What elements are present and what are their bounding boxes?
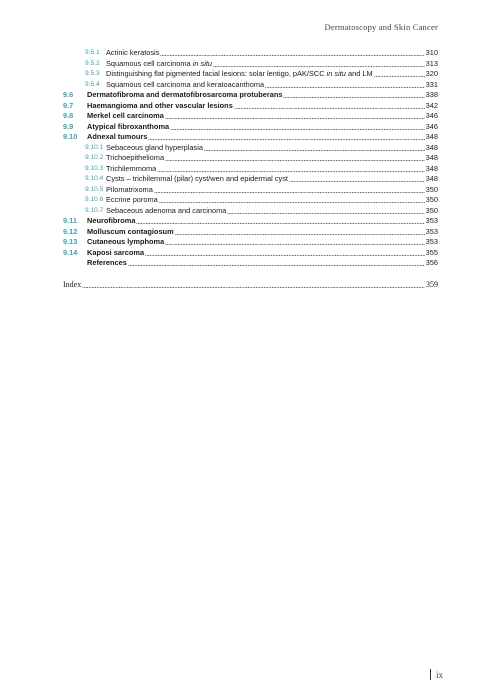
toc-entry-title: Cutaneous lymphoma — [87, 237, 165, 246]
toc-entry-title-part: and LM — [345, 69, 373, 78]
toc-entry[interactable] — [63, 185, 438, 196]
toc-entry-title-part: Distinguishing flat pigmented facial lesions: solar lentigo, pAK/SCC — [106, 69, 327, 78]
folio-rule — [430, 669, 431, 680]
dot-leader — [148, 139, 424, 140]
toc-entry-page: 350 — [425, 184, 438, 194]
toc-entry-line — [106, 185, 438, 196]
dot-leader — [136, 223, 424, 224]
toc-entry[interactable] — [63, 153, 438, 164]
toc-entry-line — [87, 248, 438, 259]
toc-entry-number: 9.8 — [63, 111, 74, 120]
dot-leader — [213, 66, 425, 67]
toc-entry[interactable] — [63, 164, 438, 175]
toc-entry[interactable] — [63, 280, 438, 291]
toc-entry-page: 348 — [425, 132, 438, 141]
toc-entry-line — [106, 80, 438, 91]
dot-leader — [154, 192, 425, 193]
toc-entry[interactable] — [63, 216, 438, 227]
toc-entry-page: 356 — [425, 258, 438, 267]
toc-entry-page: 346 — [425, 121, 438, 131]
toc-entry-number: 9.5.1 — [85, 49, 100, 56]
toc-entry-number: 9.10.2 — [85, 154, 104, 161]
toc-entry-number: 9.10.6 — [85, 196, 104, 203]
toc-entry-title: Kaposi sarcoma — [87, 247, 145, 257]
toc-entry-number: 9.5.2 — [85, 59, 100, 67]
toc-entry-title: Atypical fibroxanthoma — [87, 121, 170, 131]
toc-entry-line — [106, 48, 438, 59]
toc-entry-line — [87, 216, 438, 227]
toc-entry-number: 9.9 — [63, 121, 74, 131]
toc-entry-page: 348 — [425, 174, 438, 183]
toc-entry-line — [106, 174, 438, 185]
dot-leader — [227, 213, 424, 214]
toc-entry-number: 9.10.4 — [85, 175, 104, 182]
toc-entry[interactable] — [63, 48, 438, 59]
toc-entry-title: Trichilemmoma — [106, 163, 157, 173]
toc-entry-line — [106, 143, 438, 154]
toc-entry-page: 355 — [425, 247, 438, 257]
toc-entry-number: 9.13 — [63, 237, 78, 246]
dot-leader — [128, 265, 425, 266]
toc-entry-title: Cysts – trichilemmal (pilar) cyst/wen and epidermal cyst — [106, 174, 288, 183]
toc-entry[interactable] — [63, 248, 438, 259]
toc-entry-title: Haemangioma and other vascular lesions — [87, 100, 233, 110]
toc-entry[interactable] — [63, 195, 438, 206]
dot-leader — [165, 118, 425, 119]
dot-leader — [289, 181, 425, 182]
toc-entry-number: 9.11 — [63, 216, 77, 225]
page-folio — [430, 669, 443, 680]
toc-entry-title-part: Squamous cell carcinoma — [106, 58, 193, 68]
toc-entry-number: 9.6 — [63, 90, 74, 99]
toc-entry-title: Merkel cell carcinoma — [87, 111, 164, 120]
toc-entry-number: 9.7 — [63, 100, 74, 110]
toc-entry-page: 359 — [426, 279, 438, 289]
toc-entry-title-part: in situ — [192, 58, 212, 68]
toc-entry-line — [106, 195, 438, 206]
dot-leader — [160, 55, 424, 56]
toc-entry-title: Molluscum contagiosum — [87, 226, 174, 236]
toc-entry[interactable] — [63, 111, 438, 122]
dot-leader — [204, 150, 425, 151]
toc-entry-line — [106, 206, 438, 217]
toc-entry-page: 338 — [425, 90, 438, 99]
toc-entry-title: Sebaceous adenoma and carcinoma — [106, 205, 227, 215]
toc-entry-line — [87, 227, 438, 238]
toc-entry-line — [87, 132, 438, 143]
page-number: ix — [435, 669, 443, 680]
toc-entry-page: 348 — [425, 142, 438, 152]
toc-entry-page: 342 — [425, 100, 438, 110]
dot-leader — [175, 234, 425, 235]
toc-entry[interactable] — [63, 101, 438, 112]
toc-entry-title: Actinic keratosis — [106, 48, 160, 57]
toc-entry-page: 353 — [425, 237, 438, 246]
dot-leader — [159, 202, 425, 203]
toc-entry[interactable] — [63, 90, 438, 101]
toc-entry-page: 313 — [425, 58, 438, 68]
toc-entry-line — [87, 111, 438, 122]
toc-entry-number: 9.10.1 — [85, 143, 104, 151]
toc-entry-title: Index — [63, 279, 82, 289]
toc-entry-page: 331 — [425, 79, 438, 89]
toc-entry-line — [63, 280, 438, 291]
toc-entry-title: Adnexal tumours — [87, 132, 148, 141]
toc-entry-title: Trichoepithelioma — [106, 153, 165, 162]
dot-leader — [165, 160, 425, 161]
toc-entry-line — [106, 69, 438, 80]
toc-entry-page: 310 — [425, 48, 438, 57]
dot-leader — [234, 108, 425, 109]
table-of-contents — [63, 48, 438, 290]
toc-entry[interactable] — [63, 143, 438, 154]
dot-leader — [283, 97, 424, 98]
toc-entry-number: 9.10.3 — [85, 164, 104, 172]
toc-entry[interactable] — [63, 237, 438, 248]
toc-entry-number: 9.10.7 — [85, 206, 104, 214]
toc-entry-title: Dermatofibroma and dermatofibrosarcoma protuberans — [87, 90, 283, 99]
dot-leader — [170, 129, 425, 130]
toc-entry[interactable] — [63, 132, 438, 143]
toc-entry-page: 320 — [425, 69, 438, 78]
toc-entry-line — [87, 258, 438, 269]
toc-entry-line — [87, 237, 438, 248]
toc-entry-number: 9.12 — [63, 226, 78, 236]
toc-entry[interactable] — [63, 122, 438, 133]
toc-entry-number: 9.14 — [63, 247, 78, 257]
toc-entry-page: 353 — [425, 226, 438, 236]
toc-entry-title — [106, 69, 373, 80]
toc-entry[interactable] — [63, 227, 438, 238]
toc-entry-page: 348 — [425, 163, 438, 173]
dot-leader — [165, 244, 424, 245]
toc-entry-title-part: in situ — [326, 69, 346, 78]
toc-entry-number: 9.5.4 — [85, 80, 100, 88]
toc-entry[interactable] — [63, 69, 438, 80]
toc-entry-title: References — [87, 258, 127, 267]
toc-entry-number: 9.5.3 — [85, 70, 100, 77]
toc-entry[interactable] — [63, 258, 438, 269]
toc-entry-title: Squamous cell carcinoma and keratoacanthoma — [106, 79, 265, 89]
running-head: Dermatoscopy and Skin Cancer — [324, 22, 438, 32]
toc-entry-number: 9.10.5 — [85, 185, 104, 193]
toc-entry-page: 350 — [425, 205, 438, 215]
toc-entry[interactable] — [63, 80, 438, 91]
toc-entry-line — [106, 164, 438, 175]
toc-entry-line — [87, 122, 438, 133]
dot-leader — [265, 87, 424, 88]
toc-entry-number: 9.10 — [63, 132, 78, 141]
dot-leader — [374, 76, 425, 77]
dot-leader — [82, 287, 425, 288]
toc-entry-line — [87, 101, 438, 112]
dot-leader — [157, 171, 424, 172]
toc-entry-title: Eccrine poroma — [106, 195, 158, 204]
toc-entry[interactable] — [63, 59, 438, 70]
toc-entry-page: 348 — [425, 153, 438, 162]
toc-entry-page: 350 — [425, 195, 438, 204]
toc-entry-title: Pilomatrixoma — [106, 184, 153, 194]
toc-entry-page: 353 — [425, 216, 438, 225]
toc-entry-title — [106, 59, 212, 70]
toc-entry-line — [87, 90, 438, 101]
dot-leader — [145, 255, 425, 256]
toc-entry-title: Sebaceous gland hyperplasia — [106, 142, 203, 152]
toc-entry-title: Neurofibroma — [87, 216, 136, 225]
toc-entry[interactable] — [63, 174, 438, 185]
toc-entry-line — [106, 153, 438, 164]
toc-entry-page: 346 — [425, 111, 438, 120]
toc-entry-line — [106, 59, 438, 70]
toc-entry[interactable] — [63, 206, 438, 217]
